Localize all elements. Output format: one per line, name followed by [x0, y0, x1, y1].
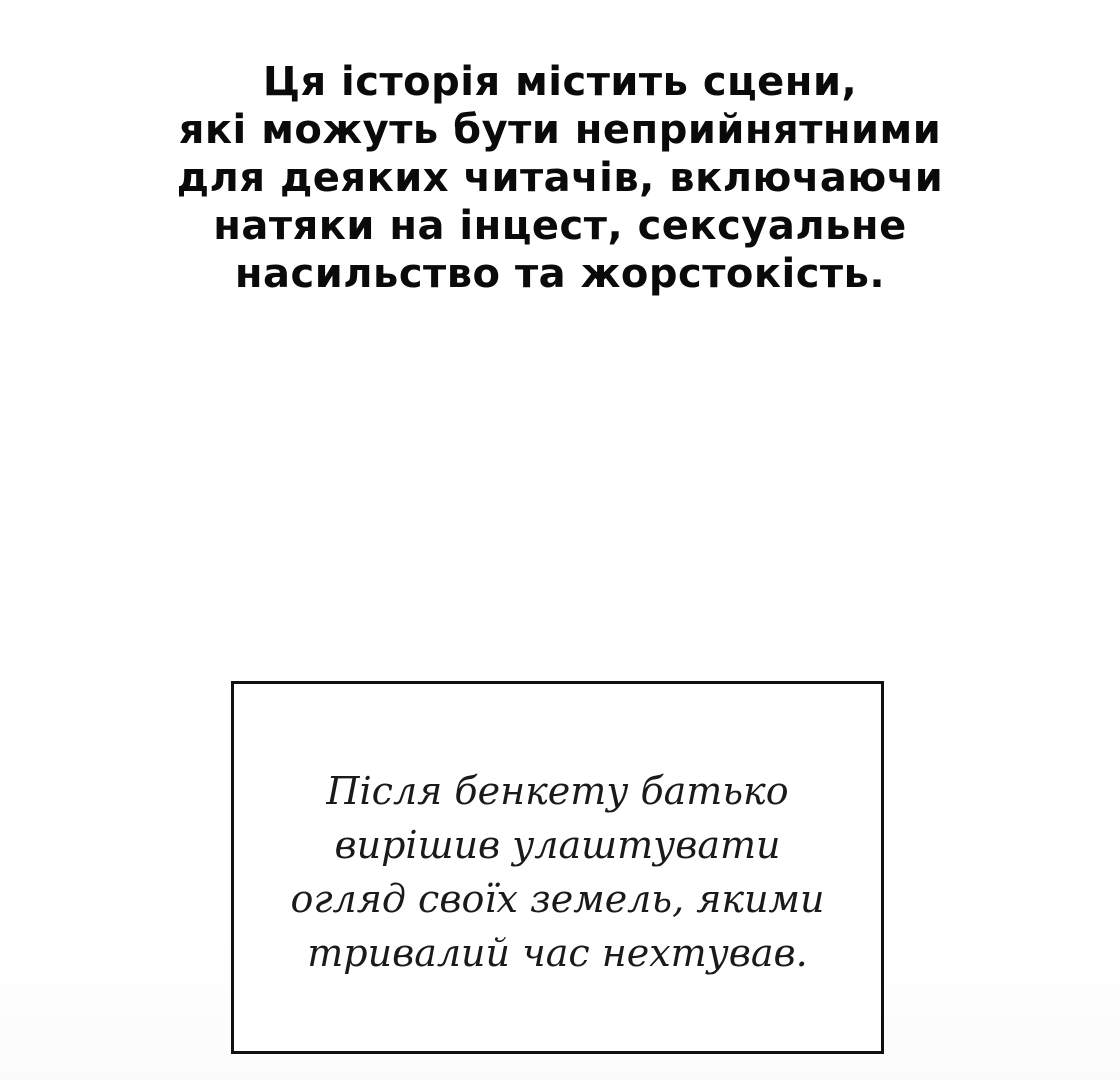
narration-line: тривалий час нехтував. [307, 931, 808, 975]
narration-box [231, 681, 884, 1054]
narration-line: Після бенкету батько [326, 769, 789, 813]
content-warning-line: Ця історія містить сцени, [262, 59, 858, 105]
content-warning-line: насильство та жорстокість. [234, 251, 886, 297]
narration-line: вирішив улаштувати [334, 823, 781, 867]
content-warning-line: для деяких читачів, включаючи [176, 155, 944, 201]
narration-text [234, 764, 881, 980]
content-warning [0, 58, 1120, 298]
content-warning-line: які можуть бути неприйнятними [178, 107, 942, 153]
content-warning-line: натяки на інцест, сексуальне [213, 203, 907, 249]
narration-line: огляд своїх земель, якими [290, 877, 825, 921]
